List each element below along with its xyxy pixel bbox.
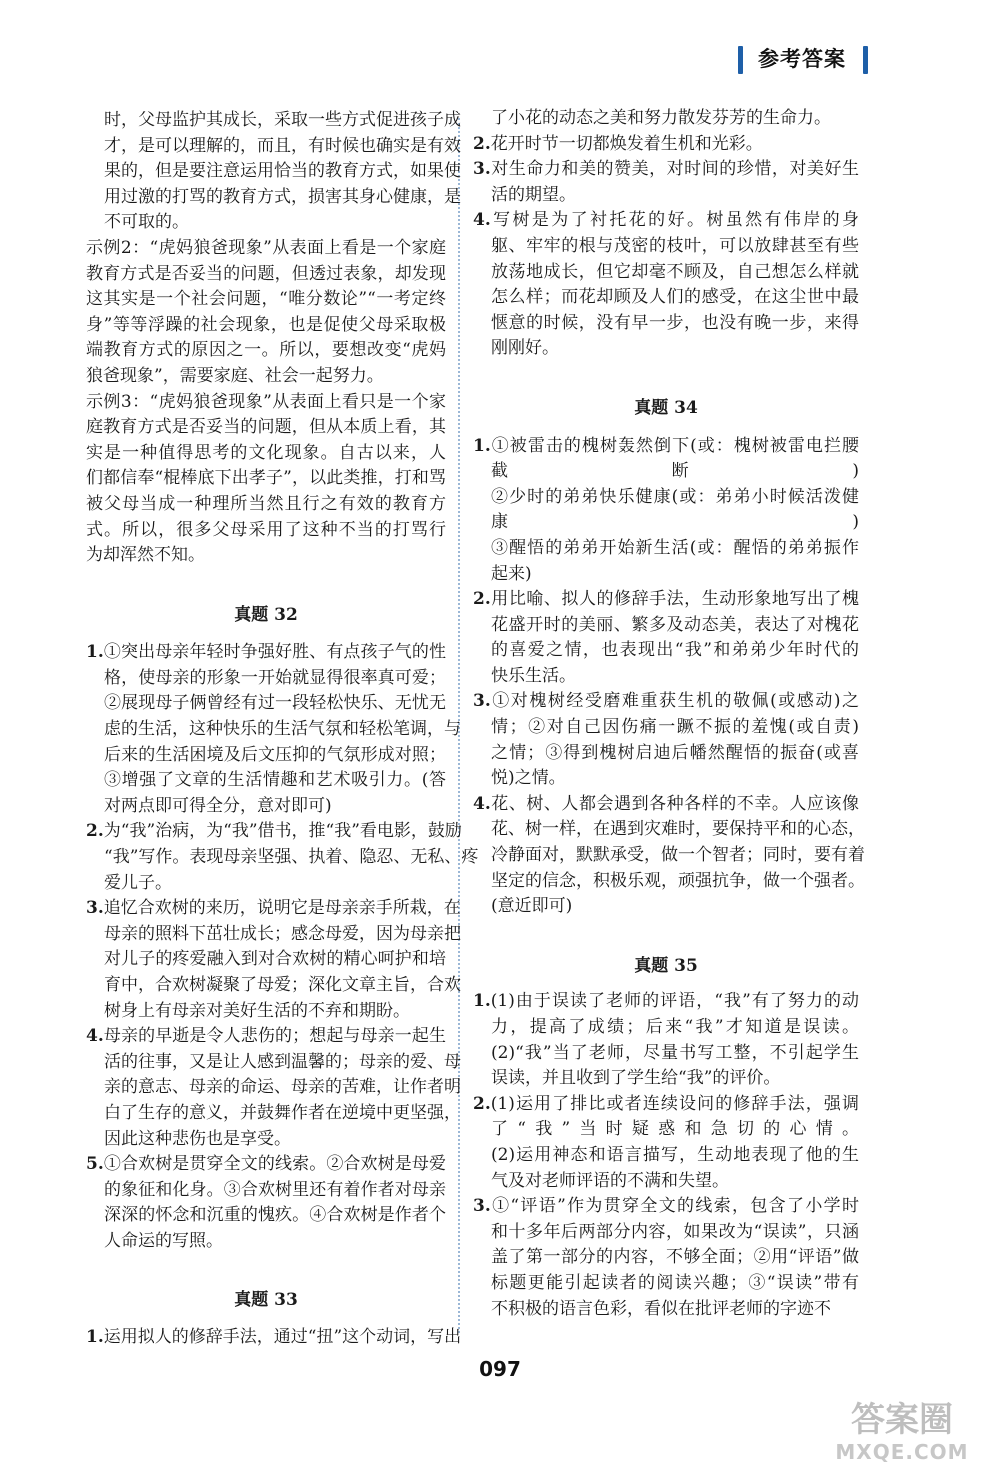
answer-item <box>473 989 859 1091</box>
answer-text: 起来) <box>491 563 532 584</box>
answer-line <box>473 1245 859 1271</box>
answer-text: (1)由于误读了老师的评语，“我”有了努力的动 <box>490 991 859 1012</box>
spacer <box>86 1255 446 1288</box>
answer-line <box>473 792 859 818</box>
answer-line <box>473 689 859 715</box>
spacer <box>473 362 859 396</box>
answer-line <box>86 1050 461 1076</box>
answer-line <box>473 1066 859 1092</box>
answer-line <box>473 1297 859 1323</box>
answer-line <box>86 1325 462 1351</box>
page-number: 097 <box>479 1357 521 1381</box>
answer-text: 写树是为了衬托花的好。树虽然有伟岸的身 <box>490 210 859 231</box>
answer-line <box>473 208 859 234</box>
spacer <box>473 422 859 434</box>
answer-text: ②少时的弟弟快乐健康(或：弟弟小时候活泼健 <box>491 486 859 507</box>
answer-text: 力，提高了成绩；后来“我”才知道是误读。 <box>491 1017 859 1037</box>
answer-text: 对生命力和美的赞美，对时间的珍惜，对美好生 <box>490 159 859 180</box>
section-title: 真题 35 <box>634 955 698 976</box>
answer-text: 标题更能引起读者的阅读兴趣；③“误读”带有 <box>491 1272 859 1293</box>
answer-line <box>473 1143 859 1169</box>
answer-line <box>473 311 859 337</box>
text-line: 才，是可以理解的，而且，有时候也确实是有效 <box>104 135 461 156</box>
answer-item <box>86 819 479 896</box>
answer-line <box>473 894 859 920</box>
text-line: 狼爸现象”，需要家庭、社会一起努力。 <box>86 365 384 386</box>
answer-text: 惬意的时候，没有早一步，也没有晚一步，来得 <box>491 312 859 333</box>
answer-item <box>473 132 859 158</box>
answer-text: 之情；③得到槐树启迪后幡然醒悟的振奋(或喜 <box>491 742 859 763</box>
answer-text: 花、树一样，在遇到灾难时，要保持平和的心态， <box>491 819 865 840</box>
question-number: 1. <box>473 435 491 456</box>
answer-text: 母亲的照料下茁壮成长；感念母爱，因为母亲把 <box>104 923 461 944</box>
answer-line <box>473 1015 859 1041</box>
answer-text: 悦)之情。 <box>491 768 566 789</box>
question-number: 2. <box>86 821 104 842</box>
answer-text: (2)运用神态和语言描写，生动地表现了他的生 <box>491 1144 859 1165</box>
answer-text: 追忆合欢树的来历，说明它是母亲亲手所栽，在 <box>103 898 461 919</box>
answer-text: ①对槐树经受磨难重获生机的敬佩(或感动)之 <box>490 691 859 712</box>
answer-line <box>473 1117 859 1143</box>
question-number: 1. <box>86 1327 104 1348</box>
text-line: 不可取的。 <box>104 212 189 233</box>
answer-line <box>86 999 446 1025</box>
answer-line <box>473 157 859 183</box>
text-line: 庭教育方式是否妥当的问题，但从本质上看，其 <box>86 417 446 438</box>
answer-line <box>473 510 859 536</box>
answer-text: 活的期望。 <box>491 184 576 205</box>
text-line: 示例2：“虎妈狼爸现象”从表面上看是一个家庭 <box>86 237 446 258</box>
left-column <box>86 108 479 1351</box>
answer-item <box>473 792 865 920</box>
answer-line <box>473 638 859 664</box>
answer-line <box>86 871 446 897</box>
answer-text: 截断) <box>491 461 859 482</box>
answer-text: 不积极的语言色彩，看似在批评老师的字迹不 <box>491 1298 831 1319</box>
question-number: 3. <box>473 1196 491 1217</box>
spacer <box>473 979 859 989</box>
answer-item <box>86 1152 446 1254</box>
answer-text: 情；②对自己因伤痛一蹶不振的羞愧(或自责) <box>491 717 859 738</box>
answer-text: (意近即可) <box>491 896 573 917</box>
answer-text: ①被雷击的槐树轰然倒下(或：槐树被雷电拦腰 <box>490 435 859 456</box>
answer-text: ③增强了文章的生活情趣和艺术吸引力。(答 <box>104 770 446 791</box>
text-line: 了小花的动态之美和努力散发芬芳的生命力。 <box>491 108 831 128</box>
answer-line <box>473 485 859 511</box>
answer-text: 放荡地成长，但它却毫不顾及，自己想怎么样就 <box>491 261 859 282</box>
text-line: 用过激的打骂的教育方式，损害其身心健康，是 <box>104 186 461 207</box>
answer-text: ①合欢树是贯穿全文的线索。②合欢树是母爱 <box>103 1154 446 1175</box>
question-number: 2. <box>473 589 491 610</box>
answer-line <box>473 1169 859 1195</box>
answer-line <box>86 794 446 820</box>
question-number: 3. <box>473 691 491 712</box>
answer-item <box>86 640 461 819</box>
answer-line <box>86 640 446 666</box>
answer-line <box>473 132 859 158</box>
answer-item <box>86 1325 462 1351</box>
answer-line <box>86 666 446 692</box>
answer-text: “我”写作。表现母亲坚强、执着、隐忍、无私、疼 <box>104 847 479 868</box>
answer-text: 快乐生活。 <box>491 665 576 686</box>
answer-line <box>86 845 479 871</box>
text-line: 身”等等浮躁的社会现象，也是促使父母采取极 <box>86 314 446 335</box>
answer-item <box>86 1024 461 1152</box>
watermark-logo <box>812 1400 992 1466</box>
answer-text: 爱儿子。 <box>104 872 172 893</box>
answer-text: 格，使母亲的形象一开始就显得很率真可爱； <box>104 667 446 688</box>
answer-line <box>86 743 446 769</box>
spacer <box>86 569 446 603</box>
answer-line <box>86 717 461 743</box>
answer-text: 白了生存的意义，并鼓舞作者在逆境中更坚强， <box>104 1102 461 1123</box>
answer-text: 用比喻、拟人的修辞手法，生动形象地写出了槐 <box>490 589 859 610</box>
answer-text: ③醒悟的弟弟开始新生活(或：醒悟的弟弟振作 <box>491 537 859 558</box>
answer-line <box>473 260 859 286</box>
question-number: 4. <box>473 793 491 814</box>
question-number: 2. <box>473 133 491 154</box>
answer-line <box>473 1041 859 1067</box>
answer-line <box>86 1152 446 1178</box>
answer-line <box>473 1271 859 1297</box>
question-number: 1. <box>86 642 104 663</box>
answer-text: 了“我”当时疑惑和急切的心情。 <box>491 1119 859 1140</box>
answer-text: 刚刚好。 <box>491 338 559 359</box>
answer-line <box>473 989 859 1015</box>
answer-text: 怎么样；而花却顾及人们的感受，在这尘世中最 <box>491 287 859 308</box>
answer-item <box>473 1092 859 1194</box>
text-line: 果的，但是要注意运用恰当的教育方式，如果使 <box>104 161 461 182</box>
answer-text: 虑的生活，这种快乐的生活气氛和轻松笔调，与 <box>104 719 461 740</box>
answer-text: (1)运用了排比或者连续设问的修辞手法，强调 <box>490 1093 859 1114</box>
question-number: 4. <box>473 210 491 231</box>
answer-text: 为“我”治病，为“我”借书，推“我”看电影，鼓励 <box>103 821 462 842</box>
answer-text: 花盛开时的美丽、繁多及动态美，表达了对槐花 <box>491 614 859 635</box>
text-line: 端教育方式的原因之一。所以，要想改变“虎妈 <box>86 340 446 361</box>
question-number: 1. <box>473 991 491 1012</box>
answer-text: 深深的怀念和沉重的愧疚。④合欢树是作者个 <box>104 1205 446 1226</box>
answer-text: 的象征和化身。③合欢树里还有着作者对母亲 <box>104 1179 446 1200</box>
answer-text: 花、树、人都会遇到各种各样的不幸。人应该像 <box>490 793 859 814</box>
answer-text: 育中，合欢树凝聚了母爱；深化文章主旨，合欢 <box>104 975 461 995</box>
answer-line <box>473 1194 859 1220</box>
answer-line <box>86 922 461 948</box>
answer-line <box>473 434 859 460</box>
answer-line <box>473 285 859 311</box>
answer-text: 树身上有母亲对美好生活的不弃和期盼。 <box>104 1000 410 1021</box>
answer-item <box>473 689 859 791</box>
answer-line <box>473 459 859 485</box>
watermark-url: MXQE.COM <box>835 1440 969 1464</box>
question-number: 2. <box>473 1093 491 1114</box>
answer-line <box>86 1229 446 1255</box>
section-title: 真题 33 <box>234 1289 298 1310</box>
header-right-bar <box>863 46 868 74</box>
answer-text: 后来的生活困境及后文压抑的气氛形成对照； <box>104 744 446 765</box>
answer-text: ①突出母亲年轻时争强好胜、有点孩子气的性 <box>103 642 446 663</box>
answer-text: 亲的意志、母亲的命运、母亲的苦难，让作者明 <box>104 1077 461 1098</box>
answer-line <box>473 664 859 690</box>
answer-text: 母亲的早逝是令人悲伤的；想起与母亲一起生 <box>103 1026 446 1047</box>
answer-text: 对儿子的疼爱融入到对合欢树的精心呵护和培 <box>104 949 446 970</box>
header-left-bar <box>738 46 743 74</box>
answer-item <box>473 434 859 588</box>
text-line: 们都信奉“棍棒底下出孝子”，以此类推，打和骂 <box>86 468 446 489</box>
answer-line <box>473 817 865 843</box>
answer-text: 的喜爱之情，也表现出“我”和弟弟少年时代的 <box>491 640 859 661</box>
spacer <box>86 1313 446 1325</box>
answer-line <box>86 1127 446 1153</box>
text-line: 这其实是一个社会问题，“唯分数论”“一考定终 <box>86 289 446 310</box>
answer-text: 坚定的信念，积极乐观，顽强抗争，做一个强者。 <box>491 870 865 891</box>
answer-text: 活的往事，又是让人感到温馨的；母亲的爱、母 <box>104 1051 461 1072</box>
answer-line <box>86 819 462 845</box>
answer-line <box>86 691 446 717</box>
answer-line <box>86 1203 446 1229</box>
answer-text: 花开时节一切都焕发着生机和光彩。 <box>490 133 763 154</box>
answer-line <box>473 741 859 767</box>
question-number: 3. <box>86 898 104 919</box>
watermark-text: 答案圈 <box>851 1400 953 1440</box>
answer-line <box>473 234 859 260</box>
answer-line <box>86 1024 446 1050</box>
answer-text: 人命运的写照。 <box>104 1230 223 1251</box>
answer-line <box>86 1178 446 1204</box>
text-line: 为却浑然不知。 <box>86 545 205 566</box>
right-column <box>473 106 865 1322</box>
text-line: 时，父母监护其成长，采取一些方式促进孩子成 <box>104 110 461 130</box>
answer-text: 康) <box>491 512 859 533</box>
answer-item <box>473 208 859 362</box>
answer-line <box>473 1220 859 1246</box>
question-number: 3. <box>473 159 491 180</box>
answer-line <box>473 587 859 613</box>
answer-item <box>473 587 859 689</box>
text-line: 示例3：“虎妈狼爸现象”从表面上看只是一个家 <box>86 391 446 412</box>
answer-line <box>473 766 859 792</box>
section-title: 真题 34 <box>634 397 698 418</box>
answer-text: 因此这种悲伤也是享受。 <box>104 1128 291 1149</box>
answer-line <box>473 562 859 588</box>
answer-line <box>86 1075 461 1101</box>
answer-line <box>86 973 461 999</box>
answer-item <box>473 157 859 208</box>
question-number: 5. <box>86 1154 104 1175</box>
answer-text: (2)“我”当了老师，尽量书写工整，不引起学生 <box>491 1042 859 1063</box>
text-line: 被父母当成一种理所当然且行之有效的教育方 <box>86 493 446 514</box>
answer-line <box>473 536 859 562</box>
answer-line <box>473 715 859 741</box>
answer-item <box>86 896 461 1024</box>
answer-text: ①“评语”作为贯穿全文的线索，包含了小学时 <box>490 1196 859 1217</box>
section-title: 真题 32 <box>234 604 298 625</box>
answer-text: 气及对老师评语的不满和失望。 <box>491 1170 729 1191</box>
answer-line <box>473 869 865 895</box>
answer-line <box>86 1101 461 1127</box>
text-line: 教育方式是否妥当的问题，但透过表象，却发现 <box>86 263 446 284</box>
text-line: 实是一种值得思考的文化现象。自古以来，人 <box>86 442 446 463</box>
question-number: 4. <box>86 1026 104 1047</box>
answer-text: 盖了第一部分的内容，不够全面；②用“评语”做 <box>491 1247 859 1268</box>
answer-line <box>473 183 859 209</box>
spacer <box>86 628 446 640</box>
answer-item <box>473 1194 859 1322</box>
answer-text: 冷静面对，默默承受，做一个智者；同时，要有着 <box>491 845 865 866</box>
text-line: 式。所以，很多父母采用了这种不当的打骂行 <box>86 519 446 540</box>
answer-line <box>86 947 446 973</box>
answer-line <box>86 768 446 794</box>
answer-line <box>473 336 859 362</box>
answer-text: 躯、牢牢的根与茂密的枝叶，可以放肆甚至有些 <box>491 235 859 256</box>
page-header <box>738 44 868 76</box>
answer-text: ②展现母子俩曾经有过一段轻松快乐、无忧无 <box>104 693 446 714</box>
answer-line <box>86 896 461 922</box>
answer-line <box>473 843 865 869</box>
answer-text: 对两点即可得全分，意对即可) <box>104 795 332 816</box>
answer-text: 运用拟人的修辞手法，通过“扭”这个动词，写出 <box>103 1327 462 1348</box>
spacer <box>473 920 859 954</box>
answer-line <box>473 1092 859 1118</box>
header-title: 参考答案 <box>758 47 846 71</box>
answer-text: 和十多年后两部分内容，如果改为“误读”，只涵 <box>491 1221 859 1242</box>
answer-text: 误读，并且收到了学生给“我”的评价。 <box>491 1068 781 1089</box>
answer-line <box>473 613 859 639</box>
